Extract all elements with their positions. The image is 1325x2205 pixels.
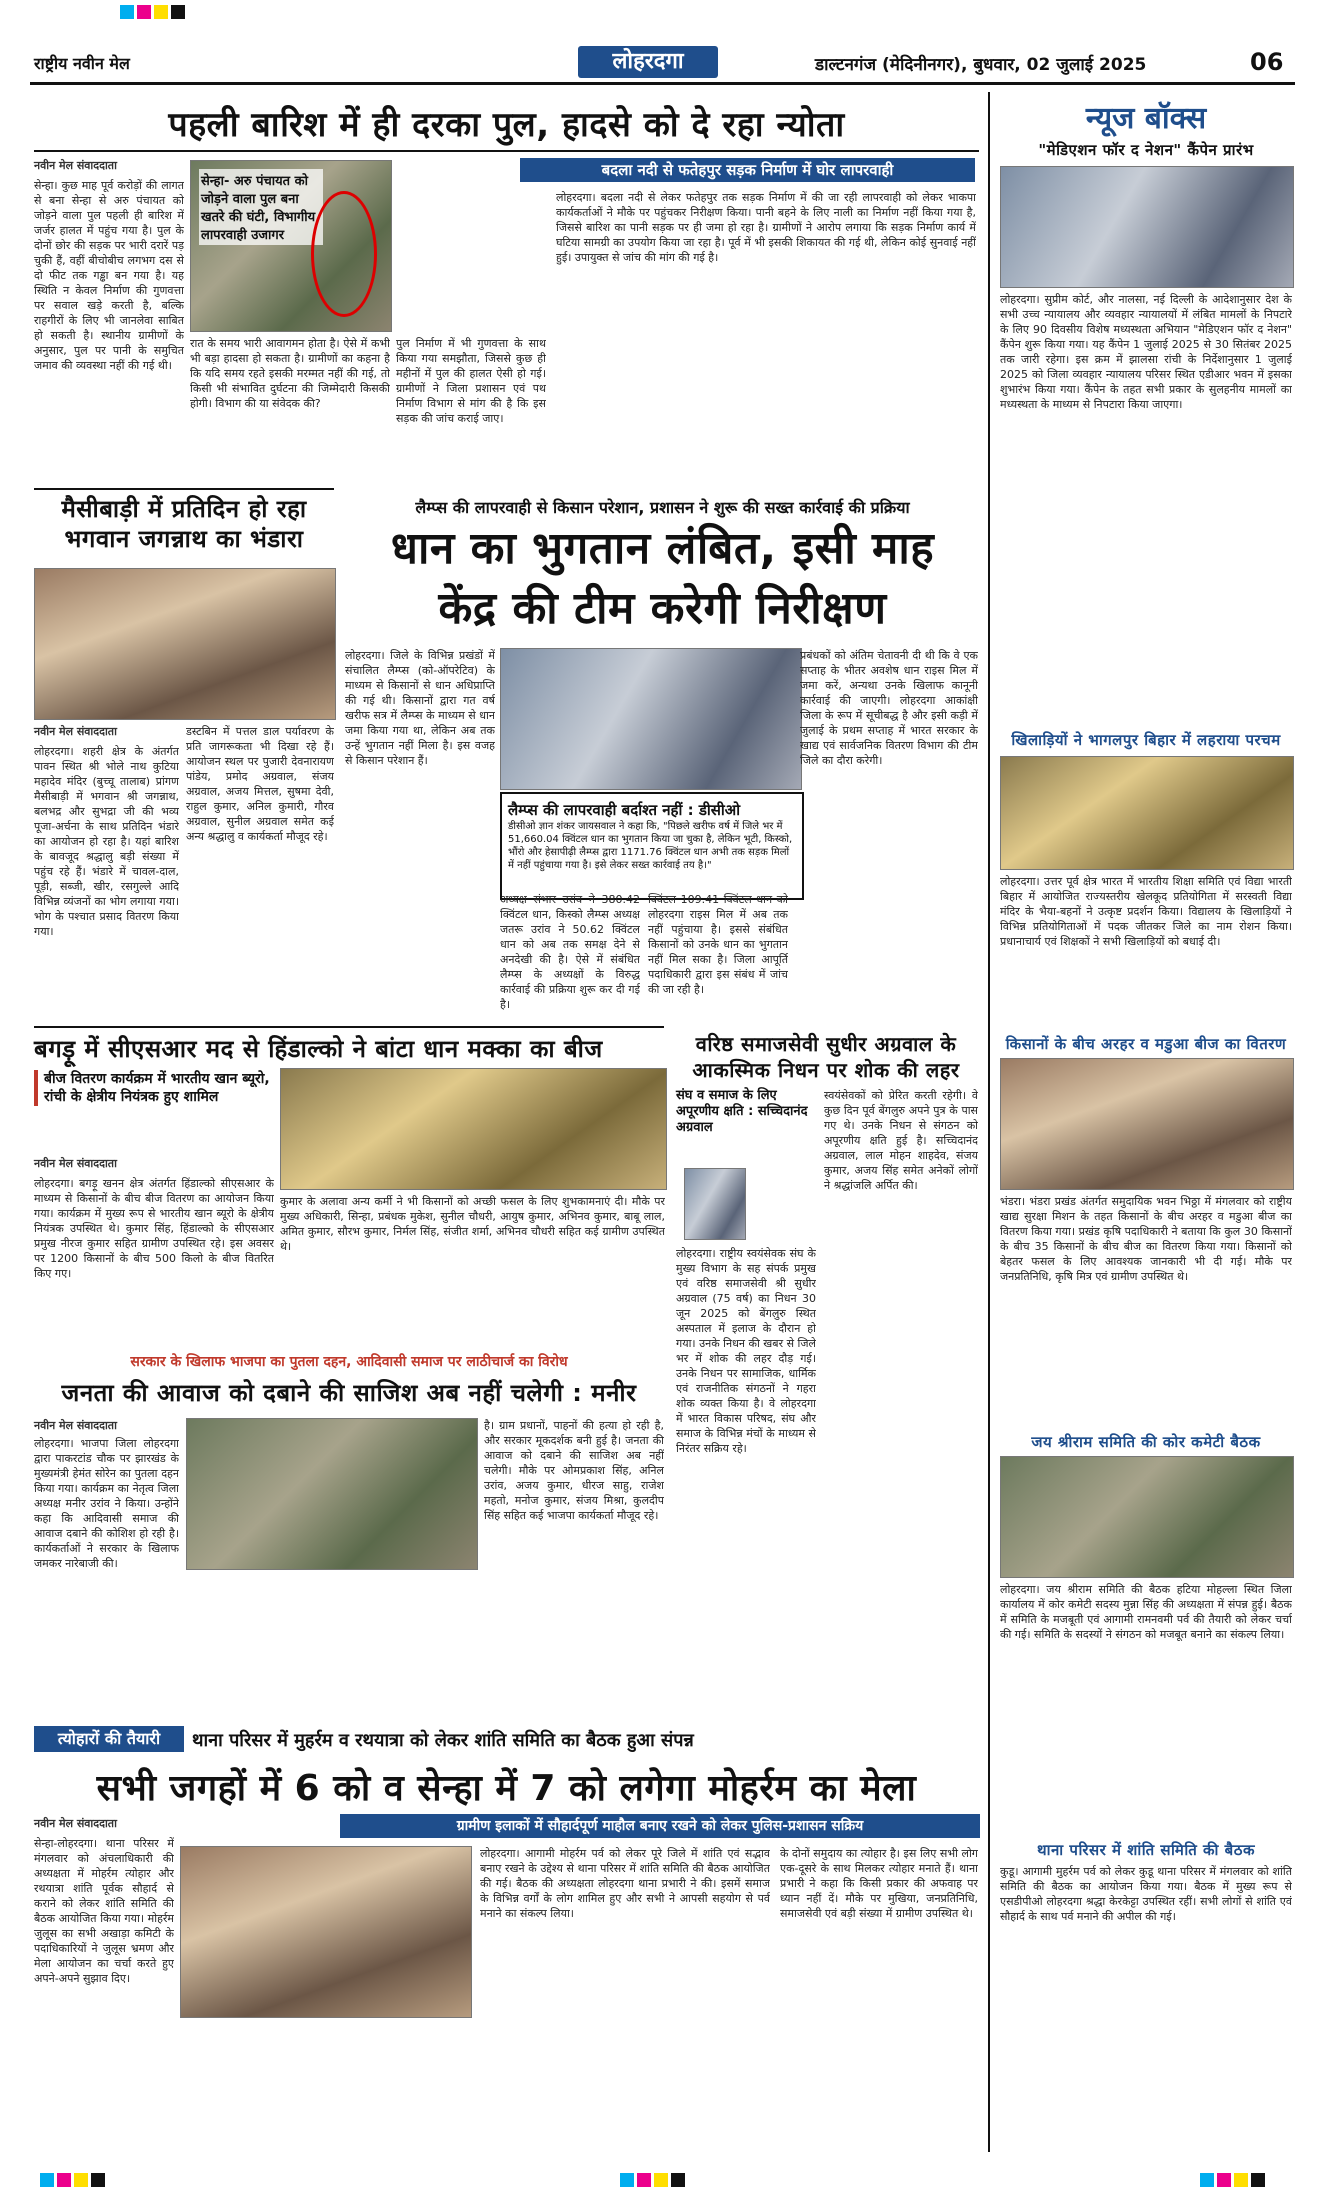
story6-col2: है। ग्राम प्रधानों, पाहनों की हत्या हो रही है, और सरकार मूकदर्शक बनी हुई है। जनता की आवाज को दबाने की साजिश अब नहीं चलेगी। मौके पर ओमप्रकाश सिंह, अनिल उरांव, अजय कुमार, धीरज साहु, राजेश महतो, मनोज कुमार, संजय मिश्रा, कुलदीप सिंह सहित कई भाजपा कार्यकर्ता मौजूद रहे। — [484, 1419, 664, 1522]
story1-byline: नवीन मेल संवाददाता — [34, 159, 117, 172]
story3-kicker: लैम्प्स की लापरवाही से किसान परेशान, प्रशासन ने शुरू की सख्त कार्रवाई की प्रक्रिया — [415, 498, 910, 517]
brand-logo: राष्ट्रीय नवीन मेल — [34, 54, 130, 73]
section-tab: लोहरदगा — [578, 46, 718, 78]
sidebar-item3-photo — [1000, 1058, 1294, 1190]
crack-marker — [311, 191, 377, 317]
sidebar-item5-body: कुडू। आगामी मुहर्रम पर्व को लेकर कुडू थाना परिसर में मंगलवार को शांति समिति की बैठक का आयोजन किया गया। बैठक में मुख्य रूप से एसडीपीओ लोहरदगा श्रद्धा केरकेट्टा उपस्थित रहीं। सभी लोगों से शांति एवं सौहार्द के साथ पर्व मनाने की अपील की गई। — [1000, 1865, 1292, 1923]
story2-col2: डस्टबिन में पत्तल डाल पर्यावरण के प्रति जागरूकता भी दिखा रहे हैं। आयोजन स्थल पर पुजारी देवनारायण पांडेय, प्रमोद अग्रवाल, संजय अग्रवाल, अजय मित्तल, सुषमा देवी, राहुल कुमार, अनिल कुमारी, गौरव अग्रवाल, सुनील अग्रवाल समेत कई अन्य श्रद्धालु व कार्यकर्ता मौजूद रहे। — [186, 725, 334, 843]
story7-kicker: थाना परिसर में मुहर्रम व रथयात्रा को लेकर शांति समिति का बैठक हुआ संपन्न — [192, 1730, 694, 1751]
story7-sub-banner: ग्रामीण इलाकों में सौहार्दपूर्ण माहौल बनाए रखने को लेकर पुलिस-प्रशासन सक्रिय — [340, 1814, 980, 1838]
story7-col3: के दोनों समुदाय का त्योहार है। इस लिए सभी लोग एक-दूसरे के साथ मिलकर त्योहार मनाते हैं। थाना प्रभारी ने कहा कि किसी प्रकार की अफवाह पर ध्यान नहीं दें। मौके पर मुखिया, जनप्रतिनिधि, समाजसेवी एवं बड़ी संख्या में ग्रामीण उपस्थित थे। — [780, 1847, 978, 1920]
story5-col2: स्वयंसेवकों को प्रेरित करती रहेगी। वे कुछ दिन पूर्व बेंगलुरु अपने पुत्र के पास गए थे। उनके निधन से संगठन को अपूरणीय क्षति हुई है। सच्चिदानंद अग्रवाल, लाल मोहन शाहदेव, संजय कुमार, अजय सिंह समेत अनेकों लोगों ने श्रद्धांजलि अर्पित की। — [824, 1089, 978, 1192]
sidebar-item2-headline: खिलाड़ियों ने भागलपुर बिहार में लहराया परचम — [1011, 731, 1281, 749]
story6-headline: जनता की आवाज को दबाने की साजिश अब नहीं चलेगी : मनीर — [61, 1379, 637, 1407]
story2-byline: नवीन मेल संवाददाता — [34, 725, 117, 738]
cmyk-marks-bottom-right — [1200, 2172, 1268, 2191]
story4-col2: कुमार के अलावा अन्य कर्मी ने भी किसानों को अच्छी फसल के लिए शुभकामनाएं दी। मौके पर मुख्य अधिकारी, सिन्हा, प्रबंधक मुकेश, सुनील चौधरी, आयुष कुमार, अभिनव कुमार, बाबू लाल, अमित कुमार, सौरभ कुमार, निर्मल सिंह, संजीत शर्मा, अभिनव चौधरी सहित कई ग्रामीण उपस्थित थे। — [280, 1195, 665, 1253]
story4-headline: बगड़ू में सीएसआर मद से हिंडाल्को ने बांटा धान मक्का का बीज — [34, 1035, 603, 1063]
story3-col1: लोहरदगा। जिले के विभिन्न प्रखंडों में संचालित लैम्प्स (को-ऑपरेटिव) के माध्यम से किसानों से धान अधिप्राप्ति की गई थी। किसानों द्वारा गत वर्ष खरीफ सत्र में लैम्प्स के माध्यम से धान जमा किया गया था, लेकिन अब तक उन्हें भुगतान नहीं मिला है। इस वजह से किसान परेशान हैं। — [345, 649, 495, 767]
story1-col1: सेन्हा। कुछ माह पूर्व करोड़ों की लागत से बना सेन्हा से अरु पंचायत को जोड़ने वाला पुल पहली ही बारिश में जर्जर हालत में पहुंच गया है। पुल के दोनों छोर की सड़क पर भारी दरारें पड़ चुकी हैं, वहीं बीचोबीच लगभग दस से दो फीट तक गड्ढा बन गया है। यह स्थिति न केवल निर्माण की गुणवत्ता पर सवाल खड़े करती है, बल्कि राहगीरों के लिए भी जानलेवा साबित हो सकती है। स्थानीय ग्रामीणों के अनुसार, पुल पर पानी के समुचित जमाव की व्यवस्था नहीं की गई थी। — [34, 179, 184, 372]
cmyk-marks-bottom — [40, 2172, 108, 2191]
story3-photo — [500, 648, 802, 790]
story1-headline: पहली बारिश में ही दरका पुल, हादसे को दे रहा न्योता — [168, 105, 845, 145]
header-rule — [30, 82, 1295, 85]
story4-sub: बीज वितरण कार्यक्रम में भारतीय खान ब्यूरो, रांची के क्षेत्रीय नियंत्रक हुए शामिल — [34, 1070, 274, 1106]
sidebar-item2-body: लोहरदगा। उत्तर पूर्व क्षेत्र भारत में भारतीय शिक्षा समिति एवं विद्या भारती बिहार में आयोजित राज्यस्तरीय खेलकूद प्रतियोगिता में सरस्वती विद्या मंदिर के भैया-बहनों ने उत्कृष्ट प्रदर्शन किया। विद्यालय के खिलाड़ियों ने विभिन्न प्रतियोगिताओं में पदक जीतकर जिले का नाम रोशन किया। प्रधानाचार्य एवं शिक्षकों ने सभी खिलाड़ियों को बधाई दी। — [1000, 875, 1292, 948]
cmyk-marks-top — [120, 4, 188, 23]
story1-sub-banner: बदला नदी से फतेहपुर सड़क निर्माण में घोर लापरवाही — [520, 158, 975, 182]
story3-quote-box — [500, 792, 804, 900]
dateline: डाल्टनगंज (मेदिनीनगर), बुधवार, 02 जुलाई 2025 — [815, 55, 1147, 75]
story7-byline: नवीन मेल संवाददाता — [34, 1817, 117, 1830]
cmyk-marks-bottom-center — [620, 2172, 688, 2191]
sidebar-item5-headline: थाना परिसर में शांति समिति की बैठक — [1037, 1841, 1255, 1859]
story1-col3: पुल निर्माण में भी गुणवत्ता के साथ किया गया समझौता, जिससे कुछ ही महीनों में पुल की हालत ऐसी हो गई। ग्रामीणों ने जिला प्रशासन एवं पथ निर्माण विभाग से मांग की है कि इस सड़क की जांच कराई जाए। — [396, 337, 546, 425]
story5-col1: लोहरदगा। राष्ट्रीय स्वयंसेवक संघ के मुख्य विभाग के सह संपर्क प्रमुख एवं वरिष्ठ समाजसेवी श्री सुधीर अग्रवाल (75 वर्ष) का निधन 30 जून 2025 को बेंगलुरु स्थित अस्पताल में इलाज के दौरान हो गया। उनके निधन की खबर से जिले भर में शोक की लहर दौड़ गई। उनके निधन पर सामाजिक, धार्मिक एवं राजनीतिक संगठनों ने गहरा शोक व्यक्त किया है। वे लोहरदगा में भारत विकास परिषद, संघ और समाज के विभिन्न मंचों के माध्यम से निरंतर सक्रिय रहे। — [676, 1247, 816, 1455]
sidebar-item4-body: लोहरदगा। जय श्रीराम समिति की बैठक हटिया मोहल्ला स्थित जिला कार्यालय में कोर कमेटी सदस्य मुन्ना सिंह की अध्यक्षता में संपन्न हुई। बैठक में समिति के मजबूती एवं आगामी रामनवमी पर्व की तैयारी को लेकर चर्चा की गई। समिति के सदस्यों ने संगठन को मजबूत बनाने का संकल्प लिया। — [1000, 1583, 1292, 1641]
story1-photo-caption: सेन्हा- अरु पंचायत को जोड़ने वाला पुल बना खतरे की घंटी, विभागीय लापरवाही उजागर — [199, 169, 323, 245]
story2-headline: मैसीबाड़ी में प्रतिदिन हो रहा भगवान जगन्नाथ का भंडारा — [61, 495, 307, 553]
story7-col2: लोहरदगा। आगामी मोहर्रम पर्व को लेकर पूरे जिले में शांति एवं सद्भाव बनाए रखने के उद्देश्य से थाना परिसर में शांति समिति की बैठक आयोजित की गई। बैठक की अध्यक्षता लोहरदगा थाना प्रभारी ने की। इसमें समाज के विभिन्न वर्गों के लोग शामिल हुए और सभी ने आपसी सहयोग से पर्व मनाने का संकल्प लिया। — [480, 1847, 770, 1920]
sidebar-divider — [988, 92, 990, 2152]
story5-quote: संघ व समाज के लिए अपूरणीय क्षति : सच्चिदानंद अग्रवाल — [676, 1088, 808, 1135]
story7-headline: सभी जगहों में 6 को व सेन्हा में 7 को लगेगा मोहर्रम का मेला — [96, 1768, 917, 1809]
page-number: 06 — [1250, 48, 1284, 76]
story7-photo — [180, 1846, 472, 2018]
story5-headline-line1: वरिष्ठ समाजसेवी सुधीर अग्रवाल के — [695, 1032, 957, 1056]
story3-col4: प्रबंधकों को अंतिम चेतावनी दी थी कि वे एक सप्ताह के भीतर अवशेष धान राइस मिल में जमा करें, अन्यथा उनके खिलाफ कानूनी कार्रवाई की जाएगी। लोहरदगा आकांक्षी जिला के रूप में सूचीबद्ध है और इसी कड़ी में जुलाई के प्रथम सप्ताह में भारत सरकार के खाद्य एवं सार्वजनिक वितरण विभाग की टीम जिले का दौरा करेगी। — [800, 649, 978, 767]
sidebar-item3-body: भंडरा। भंडरा प्रखंड अंतर्गत समुदायिक भवन भिठ्ठा में मंगलवार को राष्ट्रीय खाद्य सुरक्षा मिशन के तहत किसानों के बीच अरहर व मडुआ बीज का वितरण किया गया। प्रखंड कृषि पदाधिकारी ने बताया कि कुल 30 किसानों के बीच 35 किसानों के बीच बीज का वितरण किया गया। किसानों को बेहतर फसल के लिए आवश्यक जानकारी भी दी गई। मौके पर जनप्रतिनिधि, कृषि मित्र एवं ग्रामीण उपस्थित थे। — [1000, 1195, 1292, 1283]
story1-photo — [190, 160, 392, 332]
sidebar-item2-photo — [1000, 756, 1294, 870]
story1-rule — [34, 150, 979, 152]
story3-quote-body: डीसीओ ज्ञान शंकर जायसवाल ने कहा कि, "पिछले खरीफ वर्ष में जिले भर में 51,660.04 क्विंटल धान का भुगतान किया जा चुका है, लेकिन भूटी, किस्को, भौंरो और हेसापीढ़ी लैम्प्स द्वारा 1171.76 क्विंटल धान अभी तक सड़क मिलों में नहीं पहुंचाया गया है। इसे लेकर सख्त कार्रवाई तय है।" — [508, 821, 793, 871]
story5-portrait — [684, 1168, 746, 1240]
story4-col1: लोहरदगा। बगड़ू खनन क्षेत्र अंतर्गत हिंडाल्को सीएसआर के माध्यम से किसानों के बीच बीज वितरण का आयोजन किया गया। कार्यक्रम में मुख्य रूप से भारतीय खान ब्यूरो के क्षेत्रीय नियंत्रक उपस्थित थे। कुमार सिंह, हिंडाल्को के सीएसआर प्रमुख नीरज कुमार सहित ग्रामीण उपस्थित रहे। इस अवसर पर 1200 किसानों के बीच 500 किलो के बीज वितरित किए गए। — [34, 1177, 274, 1280]
sidebar-title: न्यूज बॉक्स — [1085, 101, 1207, 136]
sidebar-item1-body: लोहरदगा। सुप्रीम कोर्ट, और नालसा, नई दिल्ली के आदेशानुसार देश के सभी उच्च न्यायालय और व्यवहार न्यायालयों में लंबित मामलों के निपटारे के लिए 90 दिवसीय विशेष मध्यस्थता अभियान "मेडिएशन फॉर द नेशन" कैंपेन शुरू किया गया। यह कैंपेन 1 जुलाई 2025 से 30 सितंबर 2025 तक जारी रहेगा। इस क्रम में झालसा रांची के निर्देशानुसार 1 जुलाई 2025 को जिला व्यवहार न्यायालय परिसर स्थित एडीआर भवन में इसका शुभारंभ किया गया। कैंपेन के तहत सभी प्रकार के सुलहनीय मामलों का मध्यस्थता के माध्यम से निपटारा किया जाएगा। — [1000, 293, 1292, 411]
story1-col4: लोहरदगा। बदला नदी से लेकर फतेहपुर तक सड़क निर्माण में की जा रही लापरवाही को लेकर भाकपा कार्यकर्ताओं ने मौके पर पहुंचकर निरीक्षण किया। पानी बहने के लिए नाली का निर्माण नहीं किया गया है, जिससे बारिश का पानी सड़क पर ही जमा हो रहा है। ग्रामीणों ने आरोप लगाया कि सड़क निर्माण कार्य में घटिया सामग्री का उपयोग किया जा रहा है। पूर्व में भी इसकी शिकायत की गई थी, लेकिन कोई सुनवाई नहीं हुई। उपायुक्त से जांच की मांग की गई है। — [556, 191, 976, 264]
story6-photo — [186, 1418, 478, 1570]
story4-rule — [34, 1026, 664, 1028]
sidebar-item4-photo — [1000, 1456, 1294, 1578]
story7-col1: सेन्हा-लोहरदगा। थाना परिसर में मंगलवार को अंचलाधिकारी की अध्यक्षता में मोहर्रम त्योहार और रथयात्रा शांति पूर्वक सौहार्द से कराने को लेकर शांति समिति की बैठक आयोजित किया गया। मोहर्रम जुलूस का सभी अखाड़ा कमिटी के पदाधिकारियों ने जुलूस भ्रमण और मेला आयोजन का चर्चा करते हुए अपने-अपने सुझाव दिए। — [34, 1837, 174, 1985]
sidebar-item3-headline: किसानों के बीच अरहर व मडुआ बीज का वितरण — [1005, 1035, 1287, 1053]
story5-headline-line2: आकस्मिक निधन पर शोक की लहर — [692, 1058, 960, 1082]
story3-quote-title: लैम्प्स की लापरवाही बर्दाश्त नहीं : डीसीओ — [508, 801, 741, 819]
story4-byline: नवीन मेल संवाददाता — [34, 1157, 117, 1170]
sidebar-item1-photo — [1000, 166, 1294, 288]
story3-headline-line1: धान का भुगतान लंबित, इसी माह — [390, 523, 935, 574]
story3-col2: अध्यक्ष संभार उरांव ने 380.42 क्विंटल धान, किस्को लैम्प्स अध्यक्ष जतरू उरांव ने 50.62 क्विंटल धान को अब तक समक्ष देने से अनदेखी की है। ऐसे में संबंधित लैम्प्स के अध्यक्षों के विरुद्ध कार्रवाई की प्रक्रिया शुरू कर दी गई है। — [500, 893, 640, 1011]
story1-col2: रात के समय भारी आवागमन होता है। ऐसे में कभी भी बड़ा हादसा हो सकता है। ग्रामीणों का कहना है कि यदि समय रहते इसकी मरम्मत नहीं की गई, तो किसी भी संभावित दुर्घटना की जिम्मेदारी किसकी होगी। विभाग की या संवेदक की? — [190, 337, 390, 410]
story4-photo — [280, 1068, 667, 1190]
story3-col3: क्विंटल 109.41 क्विंटल धान को लोहरदगा राइस मिल में अब तक नहीं पहुंचाया है। इससे संबंधित किसानों को उनके धान का भुगतान नहीं मिल सका है। जिला आपूर्ति पदाधिकारी द्वारा इस संबंध में जांच की जा रही है। — [648, 893, 788, 996]
story2-rule — [34, 488, 334, 490]
story2-photo — [34, 568, 336, 720]
story2-col1: लोहरदगा। शहरी क्षेत्र के अंतर्गत पावन स्थित श्री भोले नाथ कुटिया महादेव मंदिर (बुच्चू तालाब) प्रांगण मैसीबाड़ी में भगवान श्री जगन्नाथ, बलभद्र और सुभद्रा जी की भव्य पूजा-अर्चना के साथ प्रतिदिन भंडारे का आयोजन हो रहा है। यहां बारिश के बावजूद श्रद्धालु बड़ी संख्या में पहुंच रहे हैं। भंडारे में चावल-दाल, पूड़ी, सब्जी, खीर, रसगुल्ले आदि विभिन्न व्यंजनों का भोग लगाया गया। भोग के पश्चात प्रसाद वितरण किया गया। — [34, 745, 179, 938]
sidebar-item1-headline: "मेडिएशन फॉर द नेशन" कैंपेन प्रारंभ — [1038, 141, 1254, 159]
story3-headline-line2: केंद्र की टीम करेगी निरीक्षण — [438, 583, 887, 634]
story7-tag: त्योहारों की तैयारी — [34, 1726, 184, 1752]
story6-col1: लोहरदगा। भाजपा जिला लोहरदगा द्वारा पाकरटांड चौक पर झारखंड के मुख्यमंत्री हेमंत सोरेन का पुतला दहन किया गया। कार्यक्रम का नेतृत्व जिला अध्यक्ष मनीर उरांव ने किया। उन्होंने कहा कि आदिवासी समाज की आवाज दबाने की कोशिश हो रही है। कार्यकर्ताओं ने सरकार के खिलाफ जमकर नारेबाजी की। — [34, 1437, 179, 1570]
story6-kicker: सरकार के खिलाफ भाजपा का पुतला दहन, आदिवासी समाज पर लाठीचार्ज का विरोध — [130, 1354, 568, 1370]
story6-byline: नवीन मेल संवाददाता — [34, 1419, 117, 1432]
sidebar-item4-headline: जय श्रीराम समिति की कोर कमेटी बैठक — [1031, 1433, 1261, 1451]
